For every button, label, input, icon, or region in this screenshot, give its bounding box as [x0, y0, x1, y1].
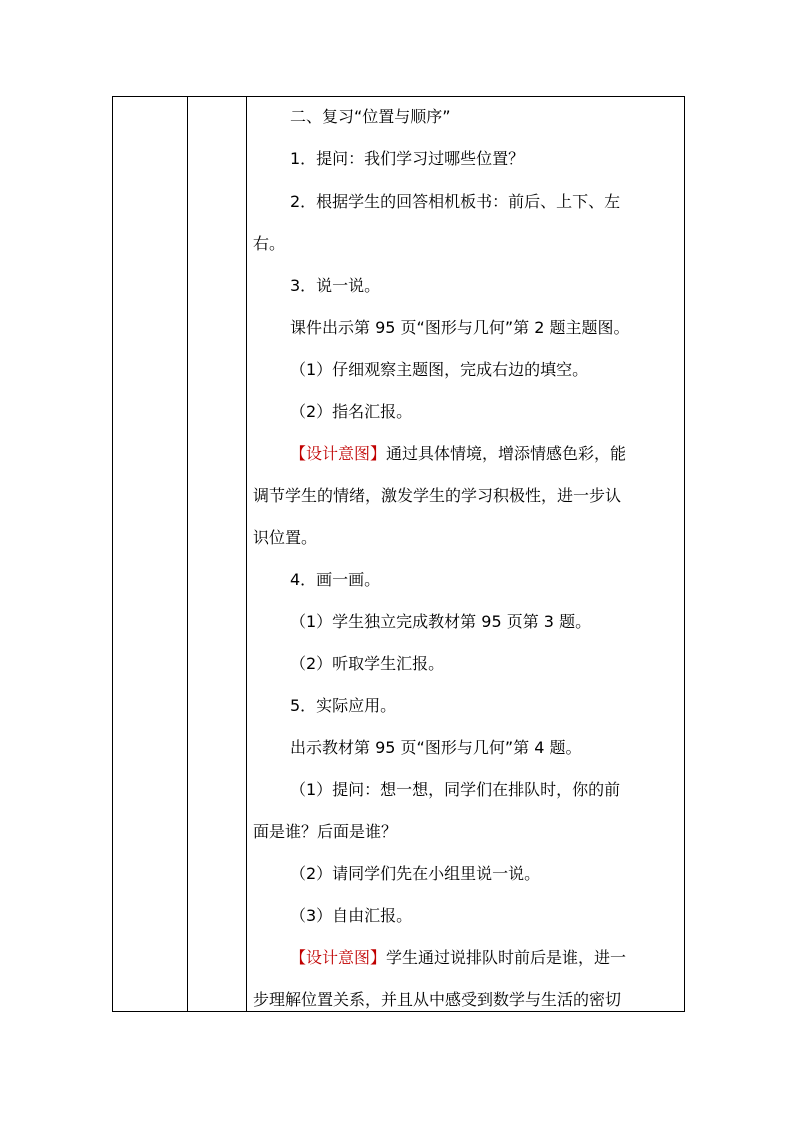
- design-intent-tag: 【设计意图】: [290, 948, 387, 967]
- paragraph-group-talk: （2）请同学们先在小组里说一说。: [290, 864, 541, 883]
- design-intent-1-line1: [253, 444, 680, 464]
- paragraph-say: 3．说一说。: [290, 276, 381, 295]
- design-intent-2-line2: 步理解位置关系，并且从中感受到数学与生活的密切: [253, 990, 622, 1009]
- lesson-table: [112, 96, 685, 1012]
- design-intent-2-line1: [253, 948, 680, 968]
- design-intent-tag: 【设计意图】: [290, 444, 387, 463]
- section-heading: 二、复习“位置与顺序”: [290, 107, 451, 126]
- paragraph-queue-question-line2: 面是谁？后面是谁？: [253, 822, 398, 841]
- table-column-divider-2: [246, 97, 247, 1011]
- paragraph-blackboard-line2: 右。: [253, 234, 286, 253]
- design-intent-text: 学生通过说排队时前后是谁，进一: [386, 948, 627, 967]
- paragraph-blackboard-line1: 2．根据学生的回答相机板书：前后、上下、左: [290, 192, 621, 211]
- design-intent-1-line2: 调节学生的情绪，激发学生的学习积极性，进一步认: [253, 486, 622, 505]
- paragraph-application: 5．实际应用。: [290, 696, 397, 715]
- paragraph-listen: （2）听取学生汇报。: [290, 654, 445, 673]
- paragraph-queue-question-line1: （1）提问：想一想，同学们在排队时，你的前: [290, 780, 621, 799]
- paragraph-independent: （1）学生独立完成教材第 95 页第 3 题。: [290, 612, 592, 631]
- design-intent-1-line3: 识位置。: [253, 528, 318, 547]
- paragraph-courseware: 课件出示第 95 页“图形与几何”第 2 题主题图。: [290, 318, 630, 337]
- lesson-content-cell: [253, 97, 684, 1011]
- paragraph-observe: （1）仔细观察主题图，完成右边的填空。: [290, 360, 589, 379]
- paragraph-show-textbook: 出示教材第 95 页“图形与几何”第 4 题。: [290, 738, 582, 757]
- paragraph-draw: 4．画一画。: [290, 570, 381, 589]
- table-column-divider-1: [187, 97, 188, 1011]
- paragraph-free-report: （3）自由汇报。: [290, 906, 413, 925]
- paragraph-question: 1．提问：我们学习过哪些位置？: [290, 149, 525, 168]
- design-intent-text: 通过具体情境，增添情感色彩，能: [386, 444, 627, 463]
- paragraph-report: （2）指名汇报。: [290, 402, 413, 421]
